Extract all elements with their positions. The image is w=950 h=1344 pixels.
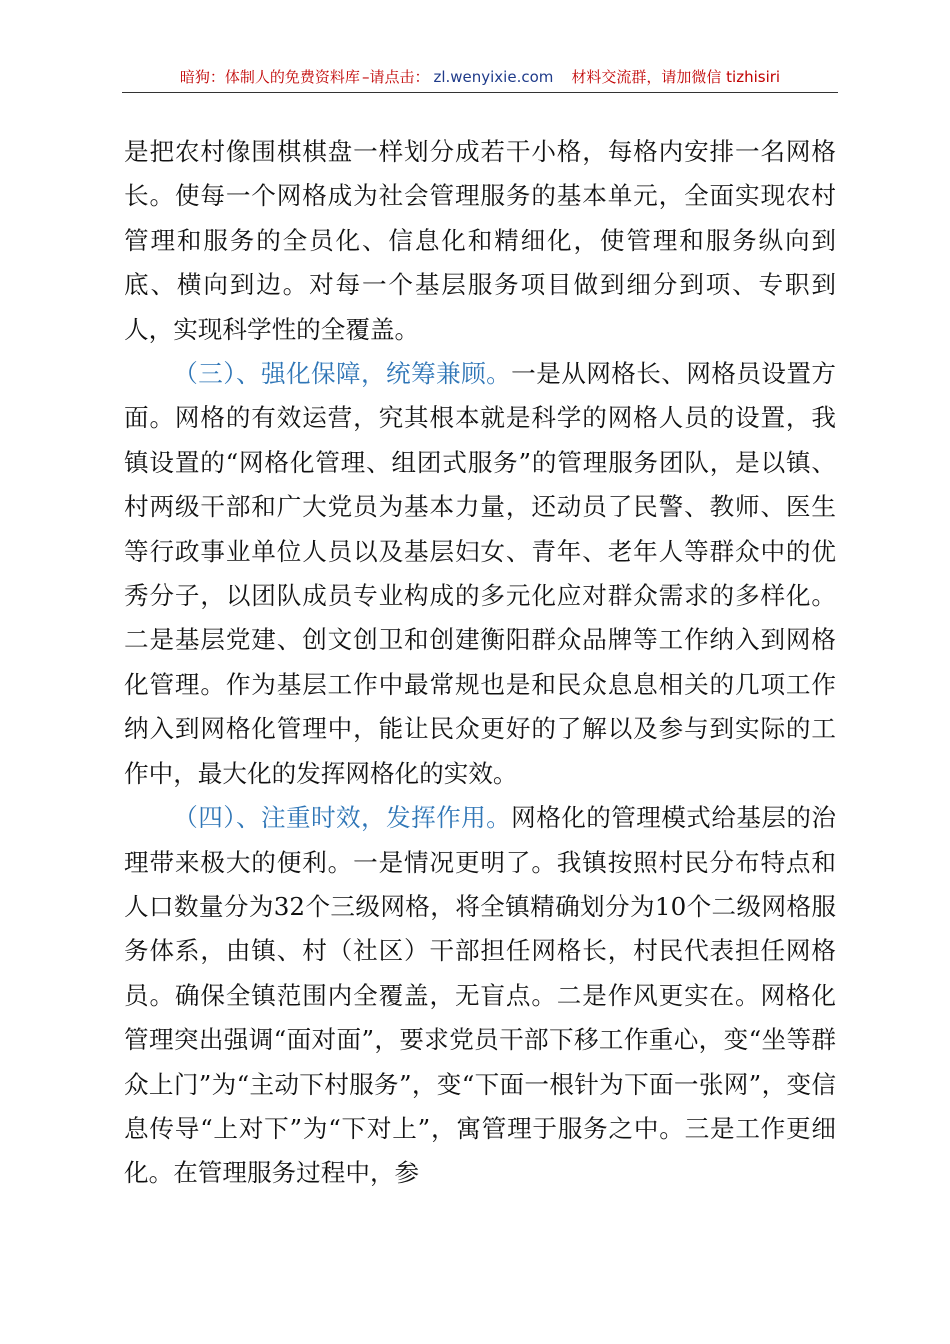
section-heading-four: （四）、注重时效，发挥作用。 bbox=[173, 803, 512, 833]
header-url-link[interactable]: zl.wenyixie.com bbox=[433, 68, 554, 86]
paragraph-text: 是把农村像围棋棋盘一样划分成若干小格，每格内安排一名网格长。使每一个网格成为社会管理服务的基本单元，全面实现农村管理和服务的全员化、信息化和精细化，使管理和服务纵向到底、横向到边。对每一个基层服务项目做到细分到项、专职到人，实现科学性的全覆盖。 bbox=[124, 137, 836, 344]
header-dash: – bbox=[361, 68, 370, 86]
page-header bbox=[122, 64, 838, 93]
paragraph-section-three bbox=[124, 352, 836, 796]
paragraph-text: 一是从网格长、网格员设置方面。网格的有效运营，究其根本就是科学的网格人员的设置，我镇设置的“网格化管理、组团式服务”的管理服务团队，是以镇、村两级干部和广大党员为基本力量，还动员了民警、教师、医生等行政事业单位人员以及基层妇女、青年、老年人等群众中的优秀分子，以团队成员专业构成的多元化应对群众需求的多样化。二是基层党建、创文创卫和创建衡阳群众品牌等工作纳入到网格化管理。作为基层工作中最常规也是和民众息息相关的几项工作纳入到网格化管理中，能让民众更好的了解以及参与到实际的工作中，最大化的发挥网格化的实效。 bbox=[124, 359, 836, 788]
paragraph-continuation bbox=[124, 130, 836, 352]
document-body bbox=[124, 130, 836, 1196]
paragraph-text: 网格化的管理模式给基层的治理带来极大的便利。一是情况更明了。我镇按照村民分布特点和人口数量分为32个三级网格，将全镇精确划分为10个二级网格服务体系，由镇、村（社区）干部担任网格长，村民代表担任网格员。确保全镇范围内全覆盖，无盲点。二是作风更实在。网格化管理突出强调“面对面”，要求党员干部下移工作重心，变“坐等群众上门”为“主动下村服务”，变“下面一根针为下面一张网”，变信息传导“上对下”为“下对上”，寓管理于服务之中。三是工作更细化。在管理服务过程中，参 bbox=[124, 803, 836, 1188]
section-heading-three: （三）、强化保障，统筹兼顾。 bbox=[173, 359, 512, 389]
header-brand: 暗狗：体制人的免费资料库 bbox=[179, 68, 360, 86]
paragraph-section-four bbox=[124, 796, 836, 1196]
header-click-label: 请点击： bbox=[369, 68, 430, 86]
header-group-text: 材料交流群，请加微信 tizhisiri bbox=[571, 68, 781, 86]
